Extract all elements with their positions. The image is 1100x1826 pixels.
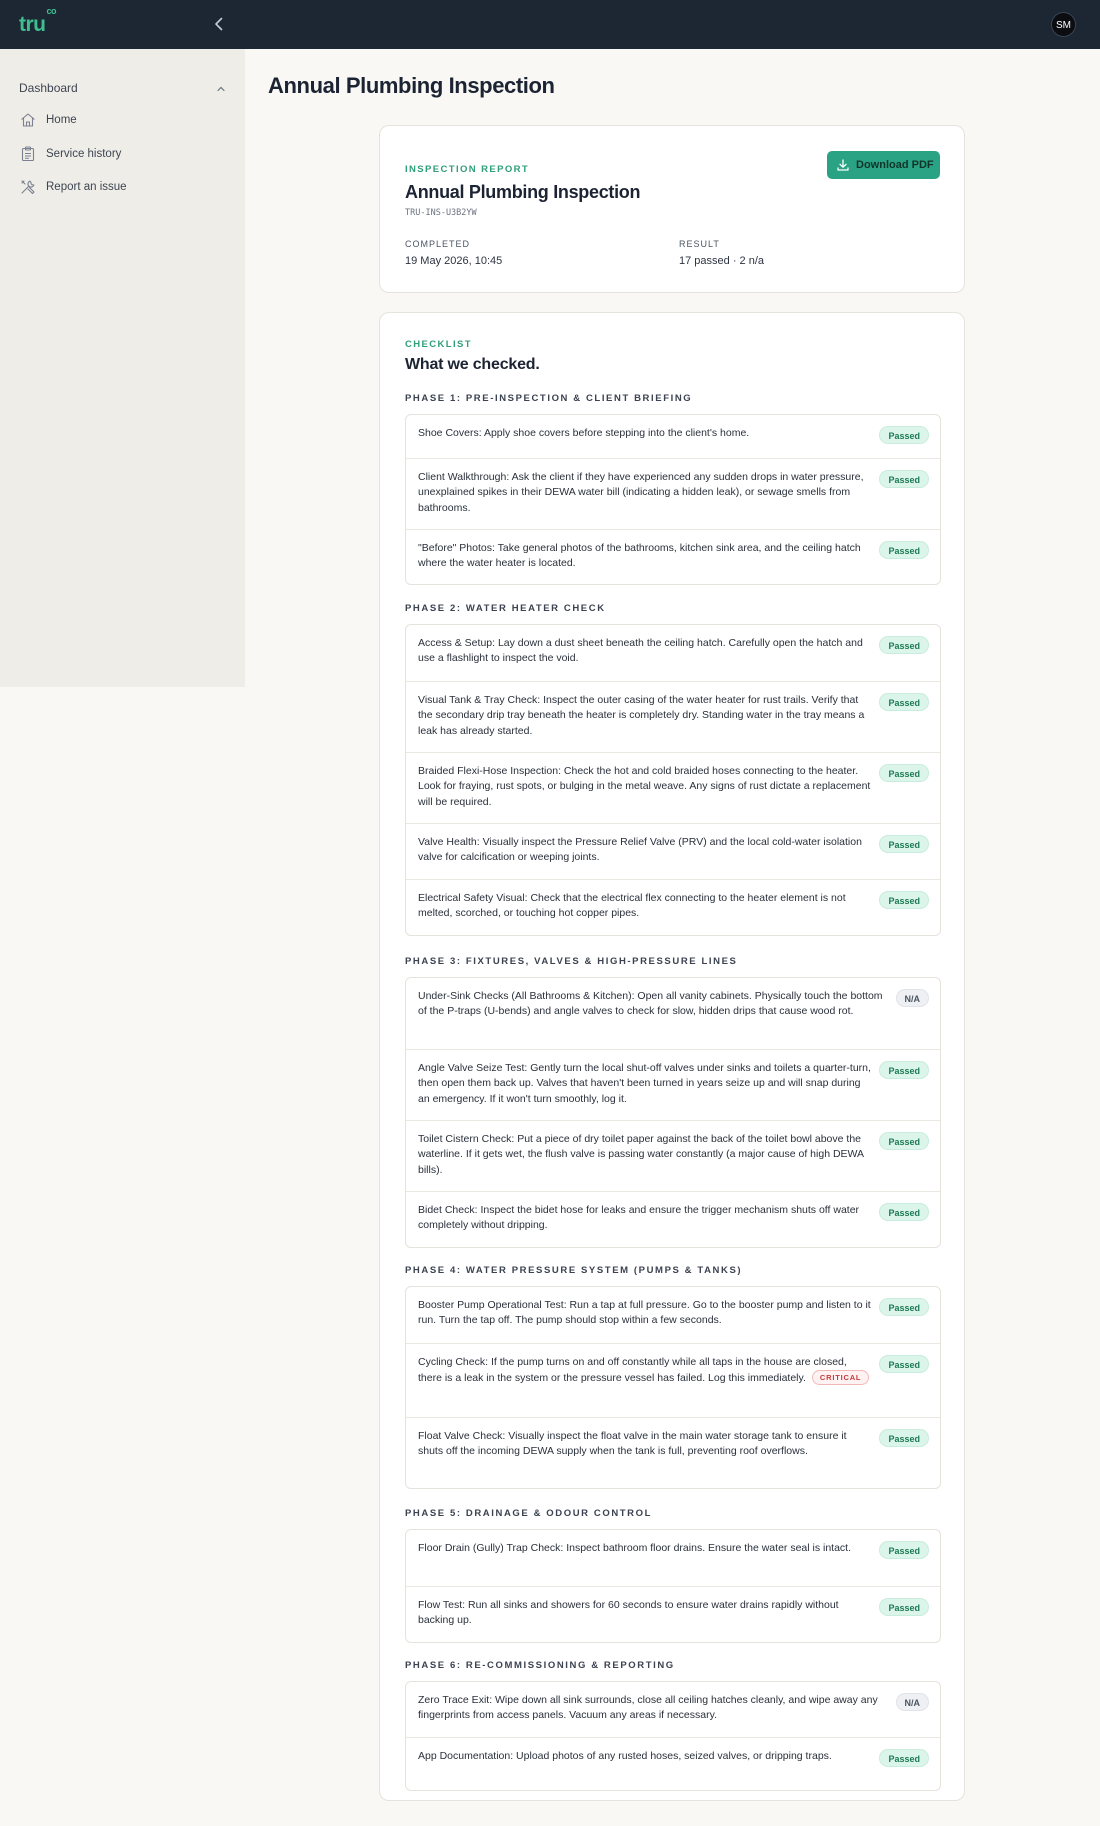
phase-label: PHASE 4: WATER PRESSURE SYSTEM (PUMPS & TANKS) [405,1265,743,1276]
checklist-item [406,1287,940,1343]
checklist-item-text [418,1061,873,1107]
checklist-item-label: Toilet Cistern Check: Put a piece of dry toilet paper against the back of the toilet bowl above the waterline. If it gets wet, the flush valve is passing water constantly (a major cause of high DEWA bills). [418,1133,864,1176]
top-bar [0,0,1100,49]
checklist-item [406,1737,940,1790]
checklist-item-text [418,470,873,516]
completed-value: 19 May 2026, 10:45 [405,255,503,267]
checklist-item [406,1682,940,1737]
chevron-left-icon [207,12,231,36]
phase-label: PHASE 2: WATER HEATER CHECK [405,603,606,614]
status-badge: Passed [879,764,929,782]
checklist-item [406,458,940,529]
result-label: RESULT [679,239,720,249]
logo-text: tru [19,13,46,36]
checklist-item-text [418,835,873,866]
checklist-item-text [418,1132,873,1178]
sidebar-item-label: Home [46,114,77,126]
checklist-item [406,752,940,823]
checklist-group [405,1681,941,1791]
checklist-title: What we checked. [405,356,540,373]
checklist-item [406,529,940,584]
status-badge: Passed [879,1541,929,1559]
status-badge: Passed [879,1598,929,1616]
status-badge: N/A [896,1693,930,1711]
home-icon [19,111,37,129]
checklist-item [406,1586,940,1642]
checklist-item-label: Visual Tank & Tray Check: Inspect the outer casing of the water heater for rust trails. Verify that the secondary drip tray beneath the heater is completely dry. Standing water in the tray means a leak has already started. [418,694,865,737]
checklist-group [405,1529,941,1643]
checklist-group [405,414,941,585]
clipboard-icon [19,145,37,163]
checklist-item-label: Floor Drain (Gully) Trap Check: Inspect bathroom floor drains. Ensure the water seal is intact. [418,1542,852,1554]
checklist-item-text [418,891,873,922]
checklist-card [379,312,965,1801]
status-badge: Passed [879,1298,929,1316]
checklist-item-text [418,1598,873,1629]
sidebar-item-label: Report an issue [46,181,127,193]
status-badge: Passed [879,1355,929,1373]
sidebar-item-label: Service history [46,148,122,160]
status-badge: Passed [879,541,929,559]
status-badge: Passed [879,636,929,654]
logo-superscript: co [46,6,57,16]
sidebar-section-label: Dashboard [19,81,78,95]
checklist-item-text [418,1203,873,1234]
checklist-item-text [418,1429,873,1460]
checklist-item-text [418,1355,873,1387]
checklist-item [406,625,940,681]
checklist-item-text [418,764,873,810]
sidebar-item-report-issue[interactable] [19,177,229,199]
sidebar [0,49,245,687]
checklist-item [406,1120,940,1191]
tools-icon [19,178,37,196]
checklist-item-label: Booster Pump Operational Test: Run a tap at full pressure. Go to the booster pump and listen to it run. Turn the tap off. The pump should stop within a few seconds. [418,1299,871,1327]
phase-label: PHASE 3: FIXTURES, VALVES & HIGH-PRESSURE LINES [405,956,738,967]
status-badge: N/A [896,989,930,1007]
critical-badge: CRITICAL [812,1370,869,1385]
checklist-group [405,1286,941,1489]
avatar[interactable]: SM [1051,12,1076,37]
checklist-item-text [418,636,873,667]
report-title: Annual Plumbing Inspection [405,182,641,202]
checklist-item-text [418,1298,873,1329]
status-badge: Passed [879,1061,929,1079]
checklist-item-text [418,1693,886,1724]
status-badge: Passed [879,693,929,711]
logo[interactable] [19,6,57,37]
checklist-group [405,977,941,1248]
phase-label: PHASE 5: DRAINAGE & ODOUR CONTROL [405,1508,653,1519]
checklist-item-label: Braided Flexi-Hose Inspection: Check the hot and cold braided hoses connecting to the heater. Look for fraying, rust spots, or bulging in the metal weave. Any signs of rust dictate a replacement will be required. [418,765,871,808]
download-icon [836,158,850,172]
checklist-item-label: Zero Trace Exit: Wipe down all sink surrounds, close all ceiling hatches cleanly, and wipe away any fingerprints from access panels. Vacuum any areas if necessary. [418,1694,878,1722]
checklist-item [406,978,940,1049]
checklist-item-label: Under-Sink Checks (All Bathrooms & Kitchen): Open all vanity cabinets. Physically touch the bottom of the P-traps (U-bends) and angle valves to check for slow, hidden drips that cause wood rot. [418,990,883,1018]
sidebar-item-home[interactable] [19,110,229,132]
status-badge: Passed [879,1132,929,1150]
checklist-item [406,879,940,935]
checklist-item-label: Cycling Check: If the pump turns on and off constantly while all taps in the house are closed, there is a leak in the system or the pressure vessel has failed. Log this immediately. [418,1356,847,1385]
checklist-item [406,1343,940,1417]
status-badge: Passed [879,426,929,444]
checklist-item-text [418,989,886,1020]
checklist-eyebrow: CHECKLIST [405,339,472,350]
checklist-item [406,823,940,879]
inspection-report-card [379,125,965,293]
sidebar-section-dashboard[interactable] [19,81,229,99]
checklist-item-text [418,541,873,572]
phase-label: PHASE 1: PRE-INSPECTION & CLIENT BRIEFING [405,393,693,404]
download-pdf-label: Download PDF [856,159,934,171]
checklist-item-label: Client Walkthrough: Ask the client if they have experienced any sudden drops in water pressure, unexplained spikes in their DEWA water bill (indicating a hidden leak), or sewage smells from bathrooms. [418,471,864,514]
download-pdf-button[interactable] [827,151,940,179]
checklist-item-label: Electrical Safety Visual: Check that the electrical flex connecting to the heater element is not melted, scorched, or touching hot copper pipes. [418,892,846,920]
checklist-item-text [418,1749,873,1764]
status-badge: Passed [879,1203,929,1221]
status-badge: Passed [879,1429,929,1447]
checklist-item [406,1417,940,1488]
checklist-item-label: "Before" Photos: Take general photos of the bathrooms, kitchen sink area, and the ceiling hatch where the water heater is located. [418,542,861,570]
status-badge: Passed [879,1749,929,1767]
checklist-item-label: Valve Health: Visually inspect the Pressure Relief Valve (PRV) and the local cold-water isolation valve for calcification or weeping joints. [418,836,862,864]
report-eyebrow: INSPECTION REPORT [405,164,530,175]
checklist-item-label: Flow Test: Run all sinks and showers for 60 seconds to ensure water drains rapidly without backing up. [418,1599,839,1627]
completed-label: COMPLETED [405,239,471,249]
status-badge: Passed [879,470,929,488]
checklist-item [406,415,940,458]
status-badge: Passed [879,891,929,909]
checklist-item-text [418,1541,873,1556]
checklist-item [406,1191,940,1247]
checklist-item [406,1530,940,1586]
checklist-item-label: Bidet Check: Inspect the bidet hose for leaks and ensure the trigger mechanism shuts off water completely without dripping. [418,1204,860,1232]
report-id: TRU-INS-U3B2YW [405,208,477,218]
checklist-item-text [418,426,873,441]
checklist-item [406,1049,940,1120]
phase-label: PHASE 6: RE-COMMISSIONING & REPORTING [405,1660,675,1671]
sidebar-item-service-history[interactable] [19,144,229,166]
page-title: Annual Plumbing Inspection [268,73,555,98]
result-value: 17 passed · 2 n/a [679,255,765,267]
checklist-item-label: Shoe Covers: Apply shoe covers before stepping into the client's home. [418,427,750,439]
collapse-sidebar-button[interactable] [207,12,231,36]
chevron-up-icon [215,83,227,95]
checklist-item-label: Float Valve Check: Visually inspect the float valve in the main water storage tank to ensure it shuts off the incoming DEWA supply when the tank is full, preventing roof overflows. [418,1430,847,1458]
checklist-item-text [418,693,873,739]
checklist-group [405,624,941,936]
checklist-item-label: Angle Valve Seize Test: Gently turn the local shut-off valves under sinks and toilets a quarter-turn, then open them back up. Valves that haven't been turned in years seize up and will snap during an emergency. If it won't turn smoothly, log it. [418,1062,871,1105]
status-badge: Passed [879,835,929,853]
checklist-item-label: Access & Setup: Lay down a dust sheet beneath the ceiling hatch. Carefully open the hatch and use a flashlight to inspect the void. [418,637,863,665]
checklist-item-label: App Documentation: Upload photos of any rusted hoses, seized valves, or dripping traps. [418,1750,832,1762]
checklist-item [406,681,940,752]
